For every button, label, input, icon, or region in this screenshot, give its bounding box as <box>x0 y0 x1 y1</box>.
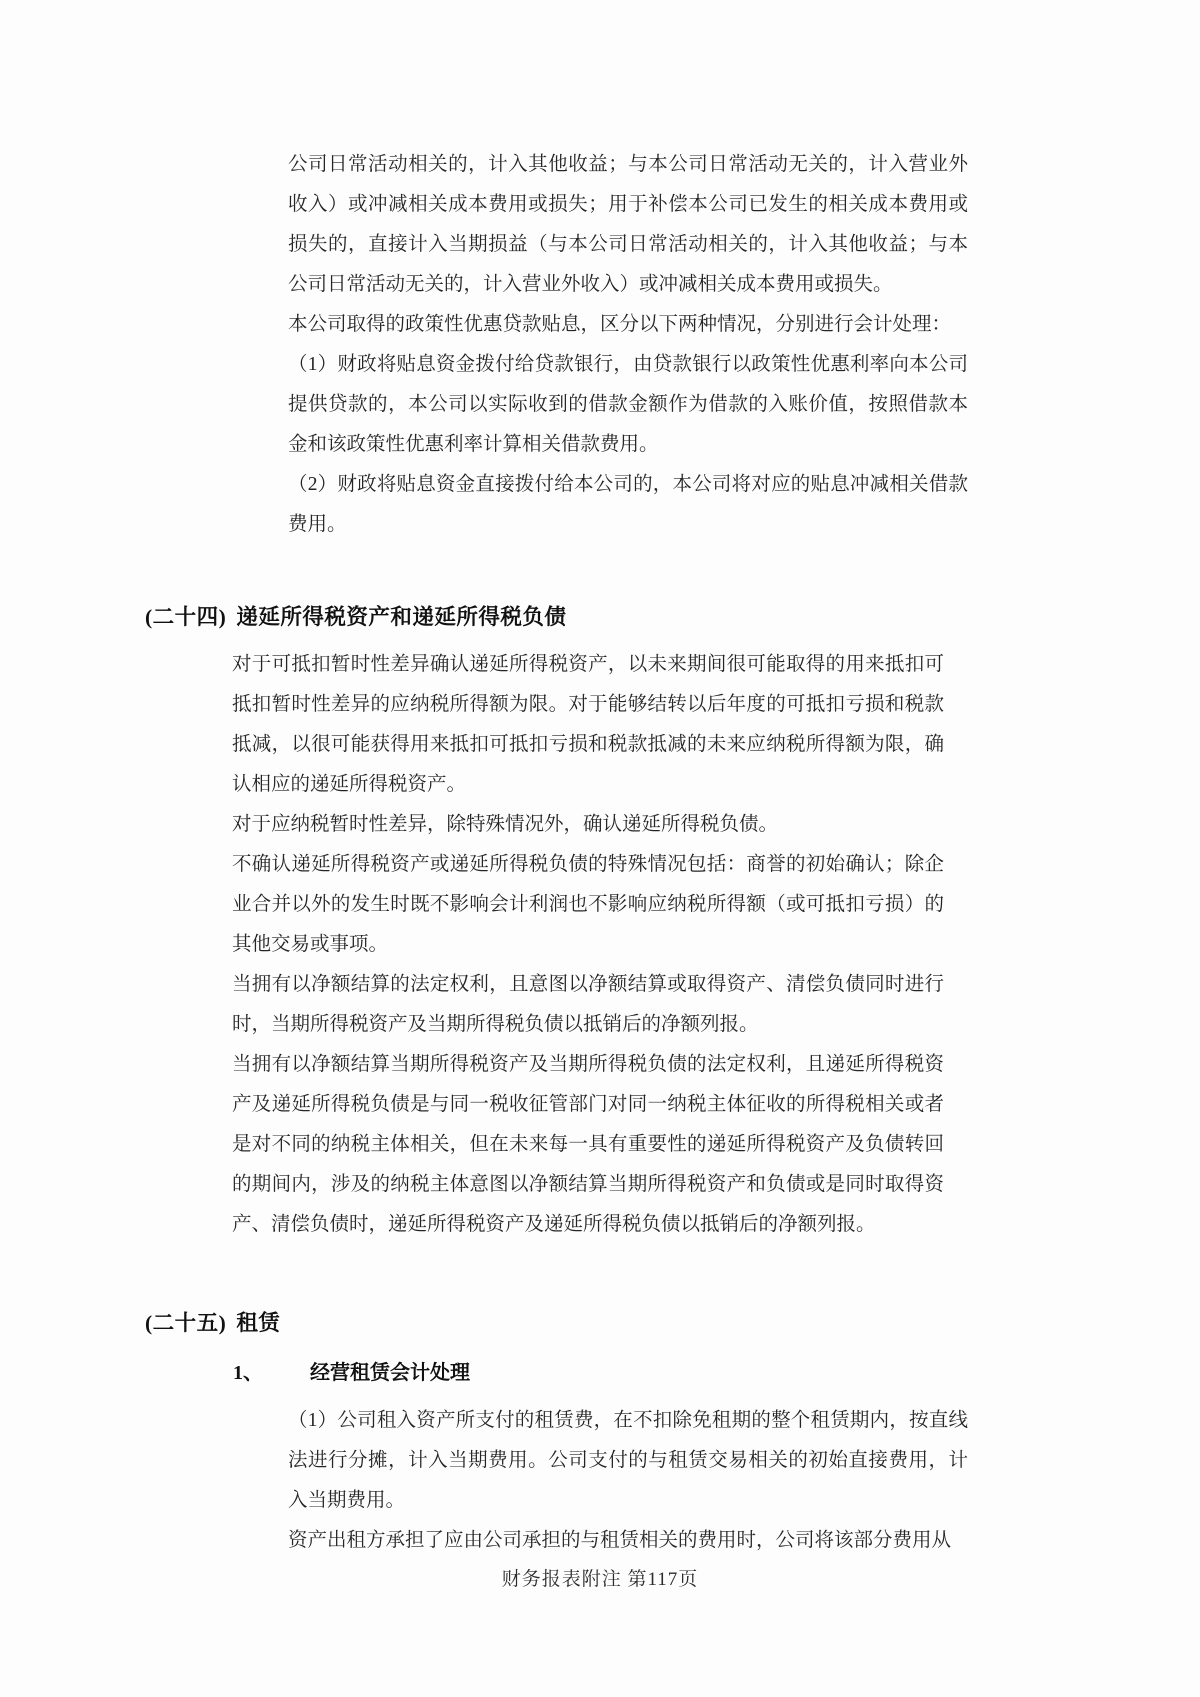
subsection-1-number: 1、 <box>233 1362 263 1384</box>
section-24-number: (二十四) <box>145 605 227 629</box>
paragraph-policy-loan-case2: （2）财政将贴息资金直接拨付给本公司的，本公司将对应的贴息冲减相关借款费用。 <box>288 474 968 535</box>
section-24-title: 递延所得税资产和递延所得税负债 <box>236 605 567 629</box>
section-25-number: (二十五) <box>145 1311 227 1335</box>
paragraph-operating-lease-2: 资产出租方承担了应由公司承担的与租赁相关的费用时，公司将该部分费用从 <box>288 1530 952 1551</box>
section-25-heading <box>145 1303 990 1343</box>
section-24-heading <box>145 597 990 637</box>
subsection-1-body <box>145 1401 990 1561</box>
paragraph-operating-lease-1: （1）公司租入资产所支付的租赁费，在不扣除免租期的整个租赁期内，按直线法进行分摊，计入当期费用。公司支付的与租赁交易相关的初始直接费用，计入当期费用。 <box>288 1410 968 1511</box>
section-24-body <box>145 645 990 1245</box>
paragraph-special-cases: 不确认递延所得税资产或递延所得税负债的特殊情况包括：商誉的初始确认；除企业合并以外的发生时既不影响会计利润也不影响应纳税所得额（或可抵扣亏损）的其他交易或事项。 <box>232 854 944 955</box>
subsection-1-heading <box>233 1353 990 1393</box>
paragraph-net-settlement-deferred: 当拥有以净额结算当期所得税资产及当期所得税负债的法定权利，且递延所得税资产及递延所得税负债是与同一税收征管部门对同一纳税主体征收的所得税相关或者是对不同的纳税主体相关，但在未来每一具有重要性的递延所得税资产及负债转回的期间内，涉及的纳税主体意图以净额结算当期所得税资产和负债或是同时取得资产、清偿负债时，递延所得税资产及递延所得税负债以抵销后的净额列报。 <box>232 1054 944 1235</box>
section-25-title: 租赁 <box>236 1311 281 1335</box>
paragraph-taxable-differences: 对于应纳税暂时性差异，除特殊情况外，确认递延所得税负债。 <box>232 814 779 835</box>
paragraph-policy-loan-case1: （1）财政将贴息资金拨付给贷款银行，由贷款银行以政策性优惠利率向本公司提供贷款的，本公司以实际收到的借款金额作为借款的入账价值，按照借款本金和该政策性优惠利率计算相关借款费用。 <box>288 354 968 455</box>
page-footer: 财务报表附注 第117页 <box>501 1569 699 1590</box>
paragraph-policy-loan-intro: 本公司取得的政策性优惠贷款贴息，区分以下两种情况，分别进行会计处理： <box>288 314 952 335</box>
paragraph-deferred-tax-assets: 对于可抵扣暂时性差异确认递延所得税资产，以未来期间很可能取得的用来抵扣可抵扣暂时性差异的应纳税所得额为限。对于能够结转以后年度的可抵扣亏损和税款抵减，以很可能获得用来抵扣可抵扣亏损和税款抵减的未来应纳税所得额为限，确认相应的递延所得税资产。 <box>232 654 944 795</box>
document-content <box>145 145 990 1561</box>
paragraph-continuation: 公司日常活动相关的，计入其他收益；与本公司日常活动无关的，计入营业外收入）或冲减相关成本费用或损失；用于补偿本公司已发生的相关成本费用或损失的，直接计入当期损益（与本公司日常活动相关的，计入其他收益；与本公司日常活动无关的，计入营业外收入）或冲减相关成本费用或损失。 <box>288 154 968 295</box>
paragraph-net-settlement-current: 当拥有以净额结算的法定权利，且意图以净额结算或取得资产、清偿负债同时进行时，当期所得税资产及当期所得税负债以抵销后的净额列报。 <box>232 974 944 1035</box>
subsection-1-title: 经营租赁会计处理 <box>310 1362 470 1384</box>
